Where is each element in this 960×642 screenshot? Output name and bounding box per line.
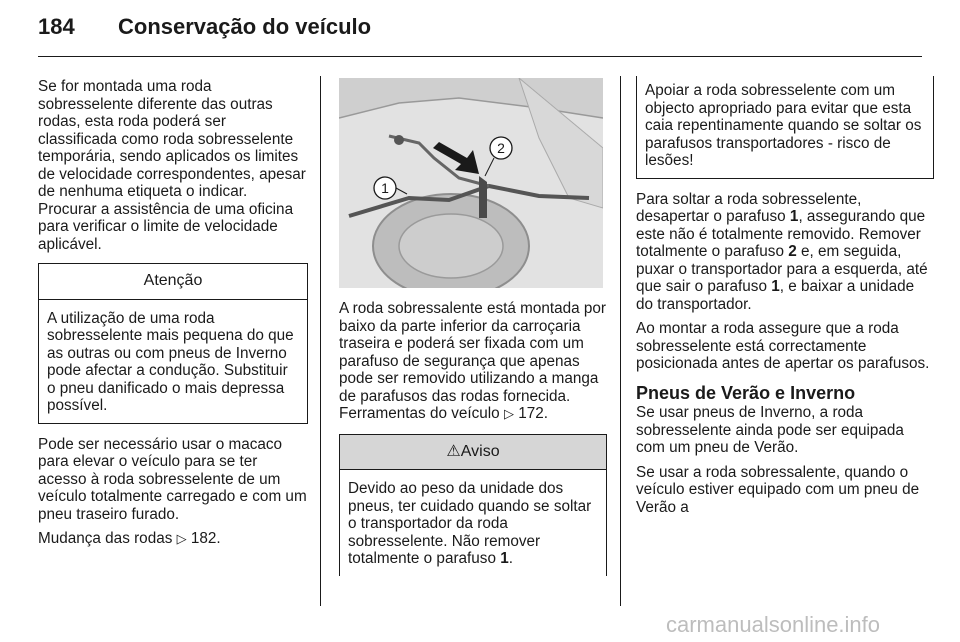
release-bolt-1: 1 — [789, 208, 799, 225]
column-2 — [339, 78, 607, 576]
column-1 — [38, 78, 308, 556]
warning-triangle-icon: ⚠ — [446, 442, 461, 460]
warning-bolt-number: 1 — [500, 550, 509, 567]
release-text-a: Para soltar a roda sobresselente, desapertar o parafuso — [636, 190, 862, 225]
warning-text-b: . — [508, 550, 513, 567]
warning-header — [340, 435, 606, 471]
attention-title: Atenção — [39, 264, 307, 300]
column-divider-1 — [320, 76, 321, 606]
page-title: Conservação do veículo — [118, 14, 372, 39]
spare-wheel-illustration — [339, 78, 603, 288]
release-bolt-2: 2 — [788, 243, 797, 260]
spare-wheel-figure — [339, 78, 603, 288]
warning-box — [339, 434, 607, 576]
release-bolt-1b: 1 — [771, 278, 780, 295]
wheel-change-text: Mudança das rodas — [38, 530, 173, 547]
summer-tyre-paragraph: Se usar a roda sobressalente, quando o veículo estiver equipado com um pneu de Verão a — [636, 463, 920, 516]
release-text-c: e, em seguida, puxar o transportador para a esquerda, até que sair o parafuso — [636, 243, 928, 295]
release-paragraph — [636, 191, 934, 314]
mounting-paragraph: Ao montar a roda assegure que a roda sobresselente está correctamente posicionada antes de apertar os parafusos. — [636, 320, 930, 372]
attention-text: A utilização de uma roda sobresselente mais pequena do que as outras ou com pneus de Inverno pode afectar a condução. Substituir o pneu danificado o mais depressa possível. — [47, 309, 294, 414]
column-divider-2 — [620, 76, 621, 606]
figure-label-1: 1 — [381, 180, 389, 196]
tools-ref[interactable]: 172. — [518, 405, 548, 422]
warning-text-a: Devido ao peso da unidade dos pneus, ter cuidado quando se soltar o transportador da roda sobresselente. Não remover totalmente o parafuso — [348, 480, 592, 567]
triangle-reference-icon: ▷ — [176, 532, 187, 547]
warning-continuation-text: Apoiar a roda sobresselente com um objecto apropriado para evitar que esta caia repentinamente quando se soltar os parafusos transportadores - risco de lesões! — [645, 82, 922, 169]
intro-paragraph: Se for montada uma roda sobresselente diferente das outras rodas, esta roda poderá ser classificada como roda sobresselente temporária, sendo aplicados os limites de velocidade correspondentes, apesar de nenhuma etiqueta o indicar. Procurar a assistência de uma oficina para verificar o limite de velocidade aplicável. — [38, 78, 306, 253]
triangle-reference-icon: ▷ — [503, 407, 514, 422]
page-number: 184 — [38, 14, 75, 39]
release-text-d: , e baixar a unidade do transportador. — [636, 278, 915, 313]
section-heading: Pneus de Verão e Inverno — [636, 382, 856, 403]
warning-continuation-box — [636, 76, 934, 179]
warning-title: Aviso — [460, 442, 500, 460]
spare-wheel-paragraph — [339, 300, 607, 424]
figure-label-2: 2 — [497, 140, 505, 156]
jack-paragraph: Pode ser necessário usar o macaco para elevar o veículo para se ter acesso à roda sobresselente de um veículo totalmente carregado e com um pneu traseiro furado. — [38, 435, 307, 523]
attention-box — [38, 263, 308, 424]
winter-tyres-paragraph: Se usar pneus de Inverno, a roda sobresselente ainda pode ser equipada com um pneu de Verão. — [636, 404, 904, 456]
wheel-change-ref[interactable]: 182. — [190, 530, 221, 547]
spare-wheel-text: A roda sobressalente está montada por baixo da parte inferior da carroçaria traseira e poderá ser fixada com um parafuso de segurança que apenas pode ser removido utilizando a manga de parafusos das rodas fornecida. Ferramentas do veículo — [339, 300, 607, 422]
warning-text — [340, 470, 606, 576]
watermark: carmanualsonline.info — [666, 612, 881, 637]
wheel-change-paragraph — [38, 530, 308, 549]
column-3 — [636, 78, 934, 523]
header-rule — [38, 56, 922, 57]
release-text-b: , assegurando que este não é totalmente removido. Remover totalmente o parafuso — [636, 208, 926, 260]
